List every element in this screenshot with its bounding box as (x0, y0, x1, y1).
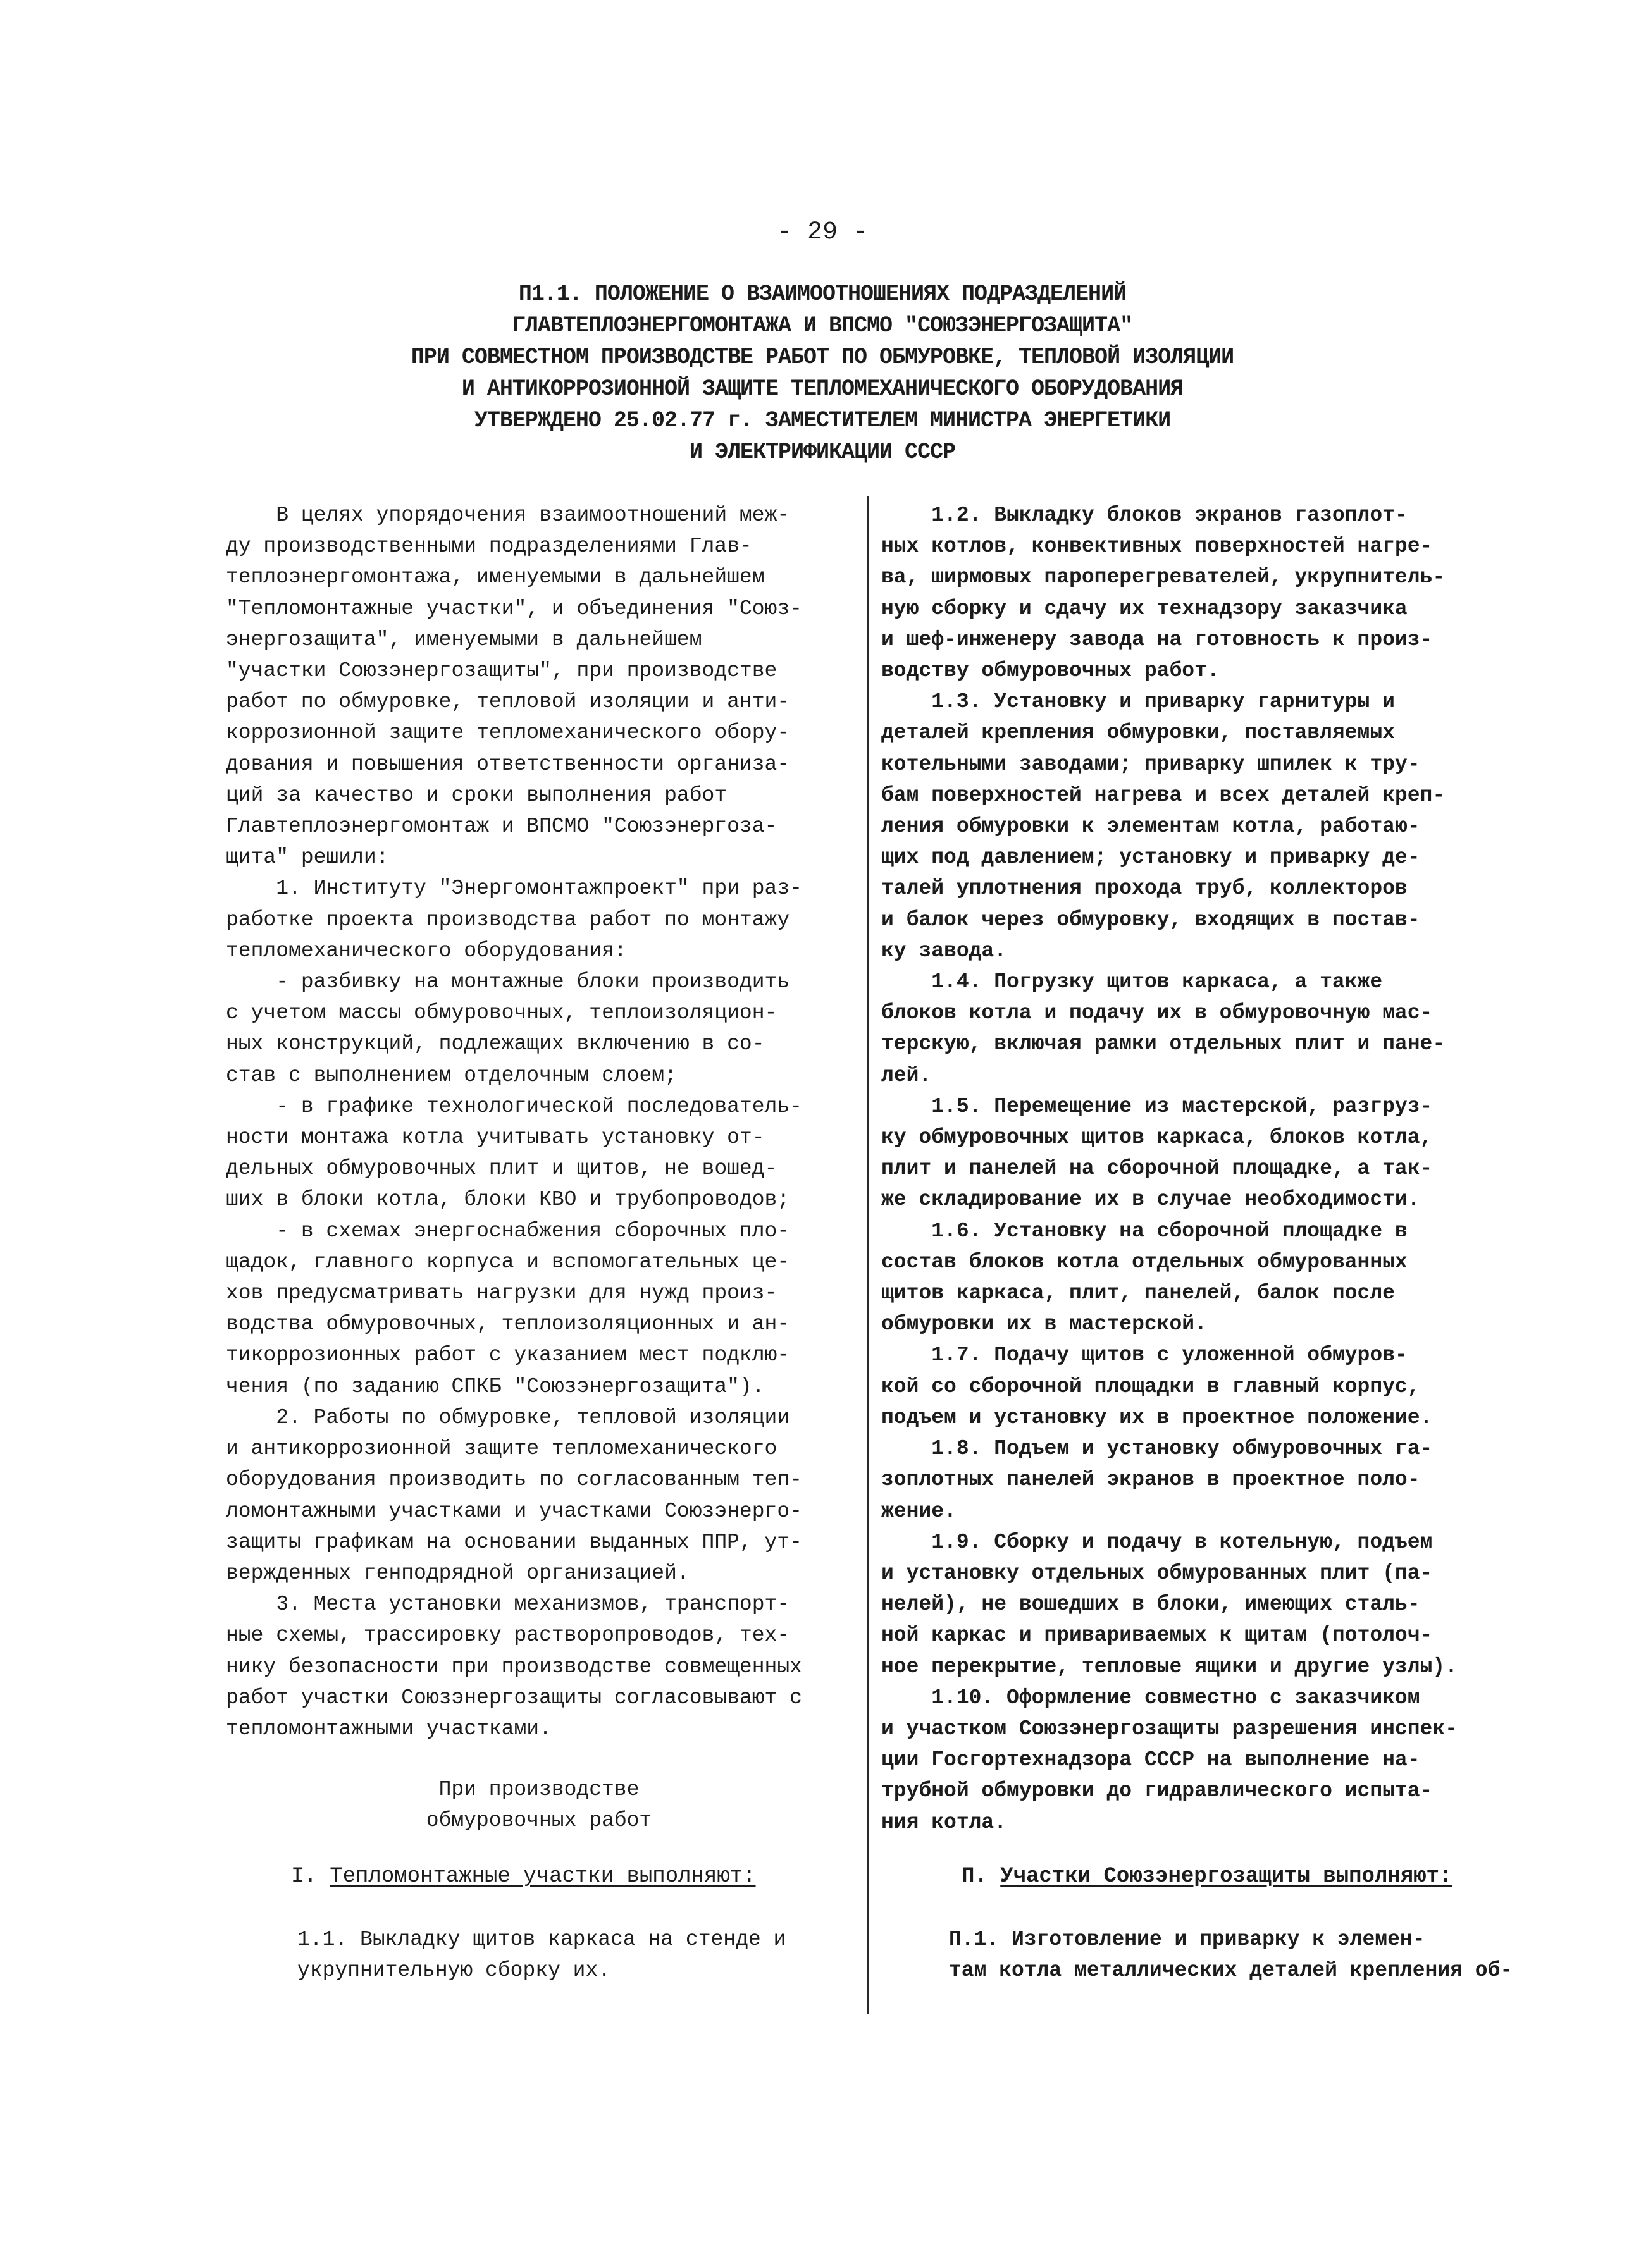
text-line: и антикоррозионной защите тепломеханического (226, 1437, 777, 1461)
text-line: ности монтажа котла учитывать установку от- (226, 1126, 765, 1150)
column-divider (867, 496, 869, 2014)
text-line: 1.3. Установку и приварку гарнитуры и (881, 690, 1395, 714)
text-line: лей. (881, 1063, 932, 1087)
text-line: талей уплотнения прохода труб, коллекторов (881, 877, 1408, 901)
text-line: ва, ширмовых пароперегревателей, укрупнитель- (881, 565, 1446, 589)
center-note (226, 1774, 852, 1836)
heading-line: И АНТИКОРРОЗИОННОЙ ЗАЩИТЕ ТЕПЛОМЕХАНИЧЕСКОГО ОБОРУДОВАНИЯ (461, 376, 1184, 402)
text-line: нелей), не вошедших в блоки, имеющих сталь- (881, 1593, 1420, 1617)
text-line: - разбивку на монтажные блоки производить (226, 970, 790, 994)
text-line: "участки Союзэнергозащиты", при производстве (226, 659, 777, 683)
text-line: ное перекрытие, тепловые ящики и другие узлы). (881, 1655, 1458, 1679)
text-line: защиты графикам на основании выданных ППР, ут- (226, 1530, 802, 1554)
text-line: и установку отдельных обмурованных плит (па- (881, 1561, 1433, 1585)
text-line: - в схемах энергоснабжения сборочных пло- (226, 1219, 790, 1243)
section-heading: Тепломонтажные участки выполняют: (330, 1864, 756, 1889)
center-note-line: обмуровочных работ (426, 1809, 652, 1832)
text-line: 2. Работы по обмуровке, тепловой изоляции (226, 1405, 790, 1429)
text-line: трубной обмуровки до гидравлического испыта- (881, 1779, 1433, 1803)
text-line: щадок, главного корпуса и вспомогательных це- (226, 1250, 790, 1274)
text-line: В целях упорядочения взаимоотношений меж- (226, 503, 790, 527)
heading-line: УТВЕРЖДЕНО 25.02.77 г. ЗАМЕСТИТЕЛЕМ МИНИСТРА ЭНЕРГЕТИКИ (474, 408, 1171, 433)
text-line: бам поверхностей нагрева и всех деталей креп- (881, 783, 1446, 807)
text-line: оборудования производить по согласованным теп- (226, 1468, 802, 1492)
text-line: там котла металлических деталей крепления об- (949, 1959, 1513, 1982)
text-line: котельными заводами; приварку шпилек к тру- (881, 752, 1420, 776)
section-title-right (962, 1864, 1452, 1889)
heading-line: П1.1. ПОЛОЖЕНИЕ О ВЗАИМООТНОШЕНИЯХ ПОДРАЗДЕЛЕНИЙ (518, 281, 1127, 307)
text-line: зоплотных панелей экранов в проектное поло- (881, 1468, 1420, 1492)
text-line: энергозащита", именуемыми в дальнейшем (226, 627, 702, 651)
text-line: вержденных генподрядной организацией. (226, 1561, 690, 1585)
tail-right-paragraph (949, 1924, 1518, 1986)
text-line: терскую, включая рамки отдельных плит и пане- (881, 1032, 1446, 1056)
text-line: теплоэнергомонтажа, именуемыми в дальнейшем (226, 565, 765, 589)
text-line: ций за качество и сроки выполнения работ (226, 783, 728, 807)
section-title-left (291, 1864, 756, 1889)
text-line: кой со сборочной площадки в главный корпус, (881, 1374, 1420, 1398)
right-column (881, 500, 1511, 1838)
text-line: ления обмуровки к элементам котла, работаю- (881, 815, 1420, 839)
text-line: 1.2. Выкладку блоков экранов газоплот- (881, 503, 1408, 527)
text-line: хов предусматривать нагрузки для нужд произ- (226, 1281, 777, 1305)
heading-line: ГЛАВТЕПЛОЭНЕРГОМОНТАЖА И ВПСМО "СОЮЗЭНЕРГОЗАЩИТА" (512, 313, 1133, 338)
text-line: ломонтажными участками и участками Союзэнерго- (226, 1499, 802, 1523)
text-line: 1.4. Погрузку щитов каркаса, а также (881, 970, 1383, 994)
text-line: ную сборку и сдачу их технадзору заказчика (881, 596, 1408, 620)
text-line: нику безопасности при производстве совмещенных (226, 1655, 802, 1679)
text-line: ных конструкций, подлежащих включению в со- (226, 1032, 765, 1056)
text-line: обмуровки их в мастерской. (881, 1312, 1207, 1336)
text-line: тепломеханического оборудования: (226, 939, 627, 963)
text-line: и балок через обмуровку, входящих в постав- (881, 908, 1420, 932)
text-line: 1.9. Сборку и подачу в котельную, подъем (881, 1530, 1433, 1554)
text-line: Главтеплоэнергомонтаж и ВПСМО "Союзэнергоза- (226, 815, 777, 839)
section-number: I. (291, 1864, 330, 1889)
text-line: тикоррозионных работ с указанием мест подклю- (226, 1343, 790, 1367)
text-line: ку обмуровочных щитов каркаса, блоков котла, (881, 1126, 1433, 1150)
text-line: - в графике технологической последователь- (226, 1094, 802, 1118)
center-note-line: При производстве (438, 1778, 640, 1801)
text-line: работке проекта производства работ по монтажу (226, 908, 790, 932)
text-line: укрупнительную сборку их. (297, 1959, 611, 1982)
text-line: ных котлов, конвективных поверхностей нагре- (881, 534, 1433, 558)
text-line: 1. Институту "Энергомонтажпроект" при раз- (226, 877, 802, 901)
text-line: став с выполнением отделочным слоем; (226, 1063, 677, 1087)
text-line: ной каркас и привариваемых к щитам (потолоч- (881, 1624, 1433, 1648)
text-line: ку завода. (881, 939, 1007, 963)
text-line: жение. (881, 1499, 957, 1523)
left-column (226, 500, 852, 1744)
text-line: ции Госгортехнадзора СССР на выполнение на- (881, 1748, 1420, 1772)
text-line: щих под давлением; установку и приварку де- (881, 846, 1420, 870)
page-number: - 29 - (776, 218, 869, 247)
text-line: ные схемы, трассировку растворопроводов, тех- (226, 1624, 790, 1648)
text-line: дельных обмуровочных плит и щитов, не вошед- (226, 1157, 777, 1181)
text-line: коррозионной защите тепломеханического обору- (226, 721, 790, 745)
document-heading (240, 278, 1404, 468)
heading-line: ПРИ СОВМЕСТНОМ ПРОИЗВОДСТВЕ РАБОТ ПО ОБМУРОВКЕ, ТЕПЛОВОЙ ИЗОЛЯЦИИ (411, 345, 1234, 370)
text-line: деталей крепления обмуровки, поставляемых (881, 721, 1395, 745)
text-line: ших в блоки котла, блоки КВО и трубопроводов; (226, 1188, 790, 1212)
text-line: же складирование их в случае необходимости. (881, 1188, 1420, 1212)
text-line: и участком Союзэнергозащиты разрешения инспек- (881, 1716, 1458, 1741)
section-number: П. (962, 1864, 1001, 1889)
text-line: ния котла. (881, 1810, 1007, 1834)
heading-line: И ЭЛЕКТРИФИКАЦИИ СССР (689, 440, 956, 465)
text-line: 1.1. Выкладку щитов каркаса на стенде и (297, 1928, 786, 1951)
tail-left-paragraph (297, 1924, 867, 1986)
text-line: водству обмуровочных работ. (881, 659, 1220, 683)
text-line: тепломонтажными участками. (226, 1716, 552, 1741)
text-line: "Тепломонтажные участки", и объединения "Союз- (226, 596, 802, 620)
text-line: щитов каркаса, плит, панелей, балок после (881, 1281, 1395, 1305)
text-line: 3. Места установки механизмов, транспорт- (226, 1593, 790, 1617)
text-line: 1.6. Установку на сборочной площадке в (881, 1219, 1408, 1243)
text-line: с учетом массы обмуровочных, теплоизоляцион- (226, 1001, 777, 1025)
text-line: водства обмуровочных, теплоизоляционных и ан- (226, 1312, 790, 1336)
text-line: работ участки Союзэнергозащиты согласовывают с (226, 1686, 802, 1710)
text-line: щита" решили: (226, 846, 389, 870)
text-line: 1.7. Подачу щитов с уложенной обмуров- (881, 1343, 1408, 1367)
text-line: чения (по заданию СПКБ "Союзэнергозащита"). (226, 1374, 765, 1398)
text-line: блоков котла и подачу их в обмуровочную мас- (881, 1001, 1433, 1025)
text-line: дования и повышения ответственности организа- (226, 752, 790, 776)
text-line: состав блоков котла отдельных обмурованных (881, 1250, 1408, 1274)
text-line: 1.10. Оформление совместно с заказчиком (881, 1686, 1420, 1710)
text-line: работ по обмуровке, тепловой изоляции и анти- (226, 690, 790, 714)
text-line: подъем и установку их в проектное положение. (881, 1405, 1433, 1429)
text-line: и шеф-инженеру завода на готовность к произ- (881, 627, 1433, 651)
section-heading: Участки Союзэнергозащиты выполняют: (1000, 1864, 1452, 1889)
text-line: ду производственными подразделениями Глав- (226, 534, 752, 558)
text-line: 1.8. Подъем и установку обмуровочных га- (881, 1437, 1433, 1461)
text-line: плит и панелей на сборочной площадке, а так- (881, 1157, 1433, 1181)
text-line: 1.5. Перемещение из мастерской, разгруз- (881, 1094, 1433, 1118)
text-line: П.1. Изготовление и приварку к элемен- (949, 1928, 1425, 1951)
